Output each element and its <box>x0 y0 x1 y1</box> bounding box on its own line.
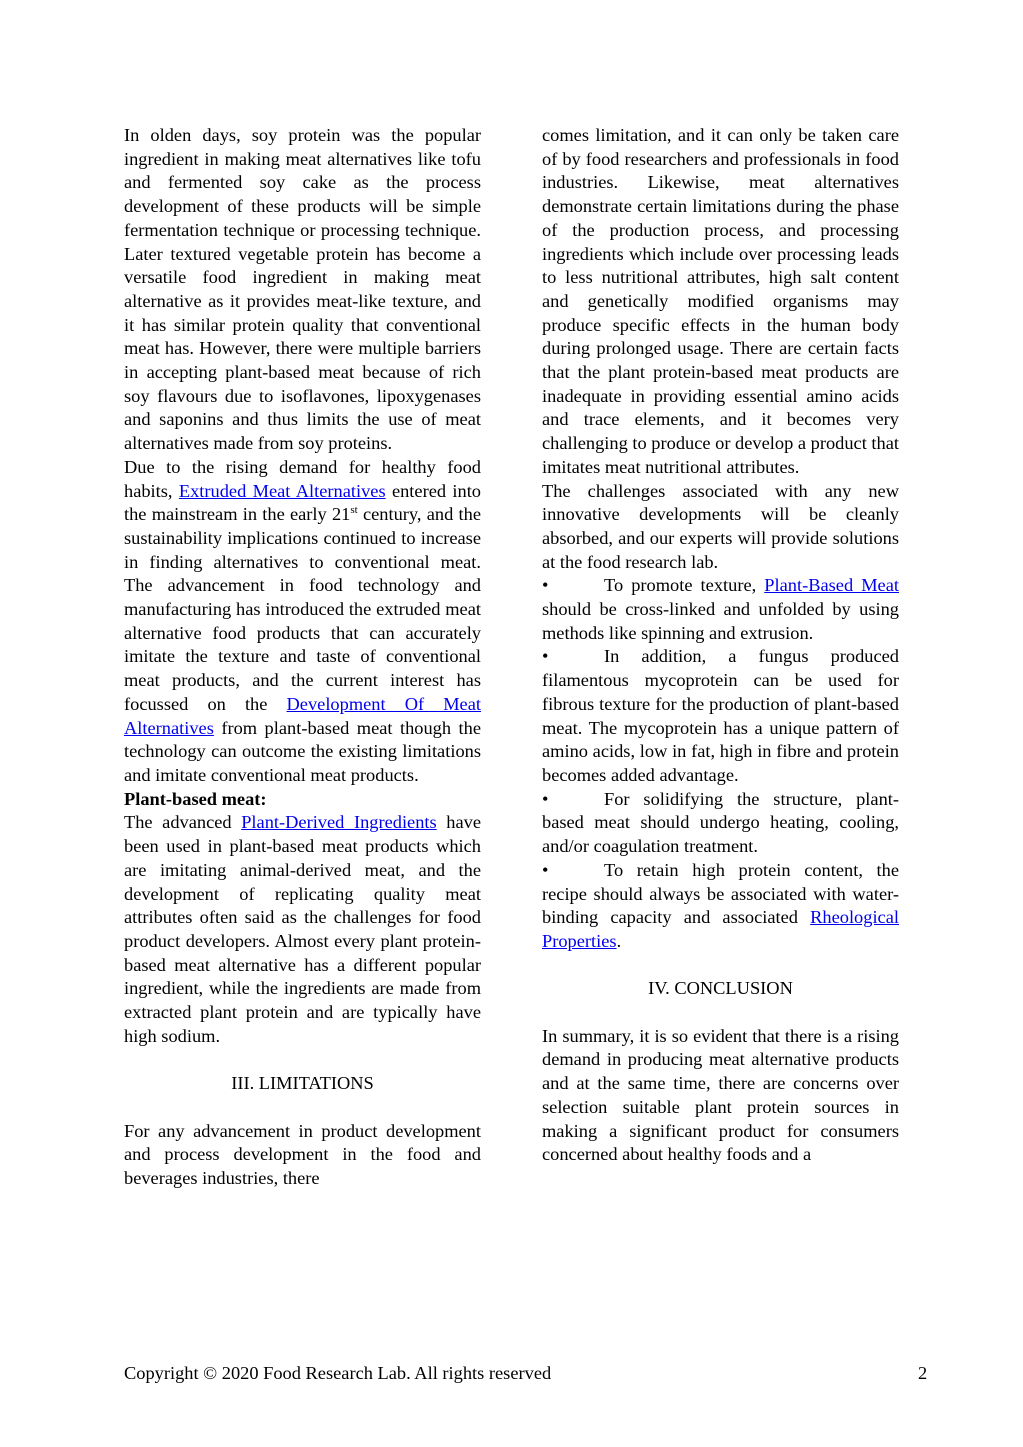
text-span: . <box>616 930 622 951</box>
bullet-item-mycoprotein <box>542 645 899 787</box>
paragraph-plant-derived <box>124 811 481 1048</box>
text-span: from plant-based meat though the technology can outcome the existing limitations and imitate conventional meat products. <box>124 717 481 785</box>
text-span: century, and the sustainability implications continued to increase in finding alternatives to conventional meat. The advancement in food technology and manufacturing has introduced the extruded meat alternative food products that can accurately imitate the texture and taste of conventional meat products, and the current interest has focussed on the <box>124 504 481 714</box>
bullet-icon: • <box>542 646 549 667</box>
text-span: entered into the mainstream in the early 21 <box>124 480 482 525</box>
text-span: Due to the rising demand for healthy food habits, <box>124 456 481 501</box>
bullet-icon: • <box>542 859 549 880</box>
text-span: To promote texture, <box>604 575 765 596</box>
link-plant-derived-ingredients[interactable]: Plant-Derived Ingredients <box>241 812 437 833</box>
bullet-item-texture <box>542 574 899 645</box>
paragraph-challenges: The challenges associated with any new innovative developments will be cleanly absorbed, and our experts will provide solutions at the food research lab. <box>542 480 899 572</box>
bullet-icon: • <box>542 575 549 596</box>
text-span: For solidifying the structure, plant-based meat should undergo heating, cooling, and/or coagulation treatment. <box>542 788 899 857</box>
page-number: 2 <box>918 1363 928 1383</box>
bullet-item-protein-content <box>542 859 899 954</box>
link-extruded-meat-alternatives[interactable]: Extruded Meat Alternatives <box>178 480 386 501</box>
subheading-plant-based-meat: Plant-based meat: <box>124 788 267 809</box>
paragraph-summary: In summary, it is so evident that there is a rising demand in producing meat alternative products and at the same time, there are concerns over selection suitable plant protein sources in making a significant product for consumers concerned about healthy foods and a <box>542 1025 899 1165</box>
footer-copyright: Copyright © 2020 Food Research Lab. All rights reserved <box>124 1363 552 1383</box>
bullet-item-solidifying <box>542 788 899 859</box>
text-span: In addition, a fungus produced filamentous mycoprotein can be used for fibrous texture for the production of plant-based meat. The mycoprotein has a unique pattern of amino acids, low in fat, high in fibre and protein becomes added advantage. <box>542 646 899 785</box>
paragraph-advancement: For any advancement in product development and process development in the food and beverages industries, there <box>124 1120 481 1188</box>
text-span: should be cross-linked and unfolded by using methods like spinning and extrusion. <box>542 599 899 643</box>
section-heading-limitations: III. LIMITATIONS <box>231 1073 374 1094</box>
left-column <box>124 124 481 1191</box>
paragraph-extruded <box>124 456 481 788</box>
link-rheological-properties[interactable]: Rheological Properties <box>542 907 899 951</box>
paragraph-limitation: comes limitation, and it can only be taken care of by food researchers and professionals in food industries. Likewise, meat alternatives demonstrate certain limitations during the phase of the production process, and processing ingredients which include over processing leads to less nutritional attributes, high salt content and genetically modified organisms may produce specific effects in the human body during prolonged usage. There are certain facts that the plant protein-based meat products are inadequate in providing essential amino acids and trace elements, and it becomes very challenging to produce or develop a product that imitates meat nutritional attributes. <box>542 125 899 477</box>
bullet-icon: • <box>542 788 549 809</box>
text-span: The advanced <box>124 812 242 833</box>
paragraph-soy-protein: In olden days, soy protein was the popular ingredient in making meat alternatives like tofu and fermented soy cake as the process development of these products will be simple fermentation technique or processing technique. Later textured vegetable protein has become a versatile food ingredient in making meat alternative as it provides meat-like texture, and it has similar protein quality that conventional meat has. However, there were multiple barriers in accepting plant-based meat because of rich soy flavours due to isoflavones, lipoxygenases and saponins and thus limits the use of meat alternatives made from soy proteins. <box>124 125 481 454</box>
section-heading-conclusion: IV. CONCLUSION <box>648 978 793 999</box>
text-span: have been used in plant-based meat products which are imitating animal-derived meat, and the development of replicating quality meat attributes often said as the challenges for food product developers. Almost every plant protein-based meat alternative has a different popular ingredient, while the ingredients are made from extracted plant protein and are typically have high sodium. <box>124 812 481 1046</box>
link-development-of-meat-alternatives[interactable]: Development Of Meat Alternatives <box>124 693 481 738</box>
link-plant-based-meat[interactable]: Plant-Based Meat <box>764 575 899 596</box>
text-span: To retain high protein content, the recipe should always be associated with water-binding capacity and associated <box>542 859 899 928</box>
right-column <box>542 124 899 1167</box>
superscript: st <box>350 504 358 517</box>
